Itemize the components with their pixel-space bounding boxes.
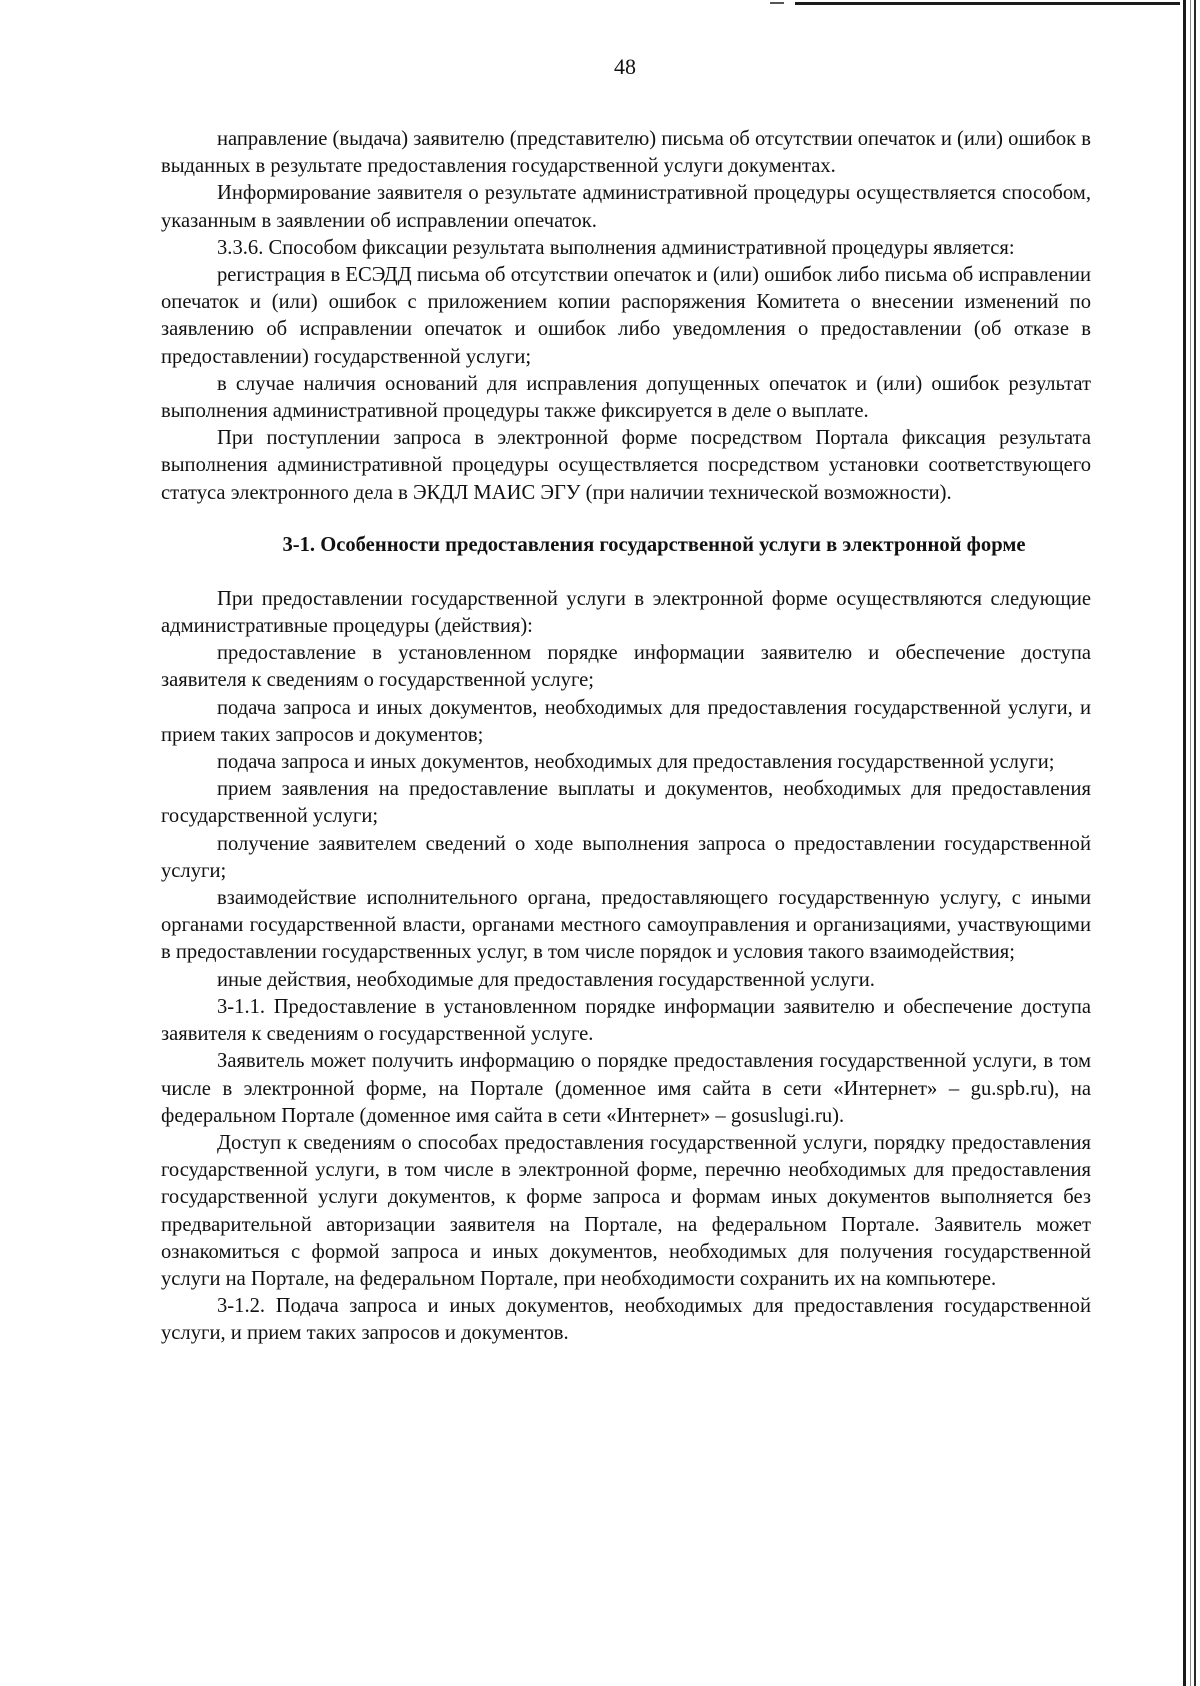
paragraph: получение заявителем сведений о ходе выполнения запроса о предоставлении государственной услуги; xyxy=(161,832,1091,882)
paragraph: взаимодействие исполнительного органа, предоставляющего государственную услугу, с иными органами государственной власти, органами местного самоуправления и организациями, участвующими в предоставлении государственных услуг, в том числе порядок и условия такого взаимодействия; xyxy=(161,887,1091,964)
paragraph: в случае наличия оснований для исправления допущенных опечаток и (или) ошибок результат выполнения административной процедуры также фиксируется в деле о выплате. xyxy=(161,372,1091,423)
paragraph: При поступлении запроса в электронной форме посредством Портала фиксация результата выполнения административной процедуры осуществляется посредством установки соответствующего статуса электронного дела в ЭКДЛ МАИС ЭГУ (при наличии технической возможности). xyxy=(161,427,1091,504)
paragraph: иные действия, необходимые для предоставления государственной услуги. xyxy=(217,968,875,991)
paragraph: прием заявления на предоставление выплаты и документов, необходимых для предоставления государственной услуги; xyxy=(161,778,1091,828)
paragraph: регистрация в ЕСЭДД письма об отсутствии опечаток и (или) ошибок либо письма об исправлении опечаток и (или) ошибок с приложением копии распоряжения Комитета о внесении изменений по заявлению об исправлении опечаток и ошибок либо уведомления о предоставлении (об отказе в предоставлении) государственной услуги; xyxy=(161,264,1091,368)
page-number: 48 xyxy=(614,54,636,79)
scan-edge-right xyxy=(1183,0,1186,1686)
section-heading: 3-1. Особенности предоставления государственной услуги в электронной форме xyxy=(282,533,1026,556)
paragraph: 3-1.1. Предоставление в установленном порядке информации заявителю и обеспечение доступа заявителя к сведениям о государственной услуге. xyxy=(161,995,1091,1046)
paragraph: Доступ к сведениям о способах предоставления государственной услуги, порядку предоставления государственной услуги, в том числе в электронной форме, перечню необходимых для предоставления государственной услуги документов, к форме запроса и формам иных документов выполняется без предварительной авторизации заявителя на Портале, на федеральном Портале. Заявитель может ознакомиться с формой запроса и иных документов, необходимых для получения государственной услуги на Портале, на федеральном Портале, при необходимости сохранить их на компьютере. xyxy=(161,1131,1091,1290)
paragraph: предоставление в установленном порядке информации заявителю и обеспечение доступа заявителя к сведениям о государственной услуге; xyxy=(161,642,1091,692)
paragraph: Информирование заявителя о результате административной процедуры осуществляется способом, указанным в заявлении об исправлении опечаток. xyxy=(161,182,1091,232)
paragraph: подача запроса и иных документов, необходимых для предоставления государственной услуги; xyxy=(217,751,1055,774)
paragraph: При предоставлении государственной услуги в электронной форме осуществляются следующие административные процедуры (действия): xyxy=(161,587,1091,638)
paragraph: 3.3.6. Способом фиксации результата выполнения административной процедуры является: xyxy=(217,236,1015,259)
scan-edge-right-outer xyxy=(1194,0,1196,1686)
paragraph: направление (выдача) заявителю (представителю) письма об отсутствии опечаток и (или) ошибок в выданных в результате предоставления государственной услуги документах. xyxy=(161,128,1092,178)
document-body xyxy=(161,126,1091,1348)
scan-edge-top xyxy=(795,2,1180,5)
paragraph: подача запроса и иных документов, необходимых для предоставления государственной услуги, и прием таких запросов и документов; xyxy=(161,696,1091,746)
scan-edge-right-mid xyxy=(1190,0,1191,1686)
paragraph: Заявитель может получить информацию о порядке предоставления государственной услуги, в том числе в электронной форме, на Портале (доменное имя сайта в сети «Интернет» – gu.spb.ru), на федеральном Портале (доменное имя сайта в сети «Интернет» – gosuslugi.ru). xyxy=(161,1050,1091,1127)
scan-edge-top-dash xyxy=(770,2,784,4)
paragraph: 3-1.2. Подача запроса и иных документов, необходимых для предоставления государственной услуги, и прием таких запросов и документов. xyxy=(161,1295,1091,1345)
